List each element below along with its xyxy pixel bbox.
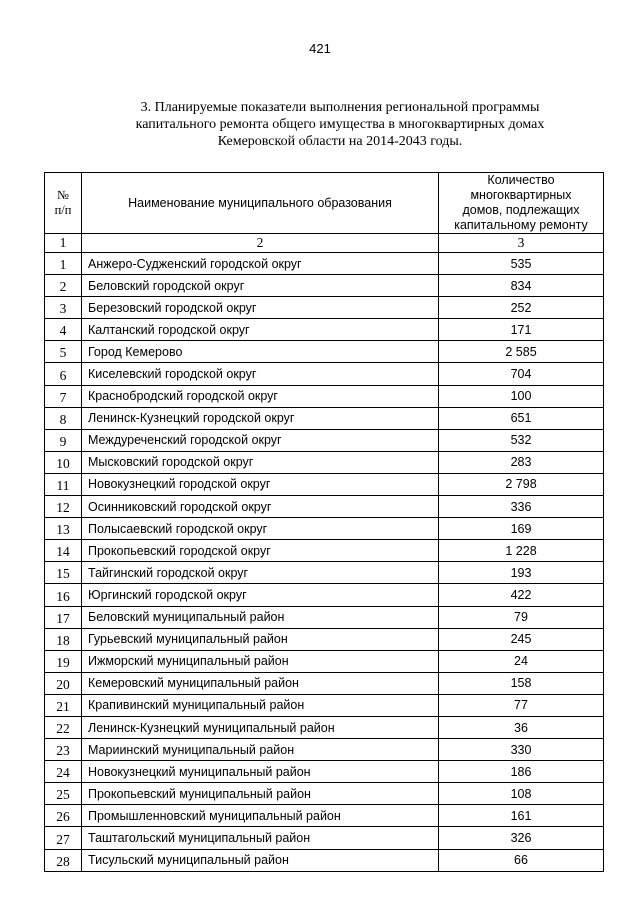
building-count: 283	[439, 451, 604, 473]
table-row	[45, 805, 604, 827]
table-row	[45, 319, 604, 341]
buildings-table	[44, 172, 604, 872]
building-count: 252	[439, 297, 604, 319]
municipality-name: Новокузнецкий муниципальный район	[82, 761, 439, 783]
row-number: 21	[45, 694, 82, 716]
column-number: 1	[45, 234, 82, 253]
page-number: 421	[309, 41, 331, 56]
building-count: 532	[439, 429, 604, 451]
municipality-name: Мысковский городской округ	[82, 451, 439, 473]
building-count: 422	[439, 584, 604, 606]
row-number: 1	[45, 253, 82, 275]
row-number: 5	[45, 341, 82, 363]
building-count: 535	[439, 253, 604, 275]
row-number: 6	[45, 363, 82, 385]
municipality-name: Ленинск-Кузнецкий муниципальный район	[82, 716, 439, 738]
building-count: 100	[439, 385, 604, 407]
building-count: 326	[439, 827, 604, 849]
table-row	[45, 518, 604, 540]
row-number: 15	[45, 562, 82, 584]
table-row	[45, 341, 604, 363]
table-row	[45, 496, 604, 518]
header-count: Количество многоквартирных домов, подлежащих капитальному ремонту	[439, 173, 604, 234]
building-count: 1 228	[439, 540, 604, 562]
building-count: 169	[439, 518, 604, 540]
building-count: 77	[439, 694, 604, 716]
table-row	[45, 275, 604, 297]
row-number: 4	[45, 319, 82, 341]
building-count: 834	[439, 275, 604, 297]
building-count: 66	[439, 849, 604, 871]
building-count: 651	[439, 407, 604, 429]
municipality-name: Тайгинский городской округ	[82, 562, 439, 584]
municipality-name: Тисульский муниципальный район	[82, 849, 439, 871]
municipality-name: Калтанский городской округ	[82, 319, 439, 341]
table-row	[45, 297, 604, 319]
table-row	[45, 694, 604, 716]
municipality-name: Междуреченский городской округ	[82, 429, 439, 451]
heading-line: 3. Планируемые показатели выполнения региональной программы	[140, 100, 540, 115]
building-count: 193	[439, 562, 604, 584]
table-row	[45, 562, 604, 584]
municipality-name: Краснобродский городской округ	[82, 385, 439, 407]
header-number: № п/п	[45, 173, 82, 234]
row-number: 14	[45, 540, 82, 562]
table-row	[45, 385, 604, 407]
row-number: 2	[45, 275, 82, 297]
row-number: 16	[45, 584, 82, 606]
table-row	[45, 827, 604, 849]
municipality-name: Ижморский муниципальный район	[82, 650, 439, 672]
municipality-name: Крапивинский муниципальный район	[82, 694, 439, 716]
row-number: 10	[45, 451, 82, 473]
municipality-name: Полысаевский городской округ	[82, 518, 439, 540]
municipality-name: Гурьевский муниципальный район	[82, 628, 439, 650]
building-count: 79	[439, 606, 604, 628]
building-count: 158	[439, 672, 604, 694]
table-row	[45, 407, 604, 429]
row-number: 24	[45, 761, 82, 783]
row-number: 23	[45, 739, 82, 761]
row-number: 12	[45, 496, 82, 518]
table-row	[45, 783, 604, 805]
municipality-name: Прокопьевский городской округ	[82, 540, 439, 562]
building-count: 704	[439, 363, 604, 385]
table-heading	[100, 99, 580, 150]
row-number: 20	[45, 672, 82, 694]
table-row	[45, 650, 604, 672]
row-number: 3	[45, 297, 82, 319]
table-row	[45, 584, 604, 606]
table-row	[45, 473, 604, 495]
building-count: 108	[439, 783, 604, 805]
municipality-name: Юргинский городской округ	[82, 584, 439, 606]
header-municipality: Наименование муниципального образования	[82, 173, 439, 234]
municipality-name: Кемеровский муниципальный район	[82, 672, 439, 694]
municipality-name: Мариинский муниципальный район	[82, 739, 439, 761]
row-number: 25	[45, 783, 82, 805]
building-count: 186	[439, 761, 604, 783]
table-row	[45, 253, 604, 275]
municipality-name: Осинниковский городской округ	[82, 496, 439, 518]
table-row	[45, 429, 604, 451]
table-row	[45, 849, 604, 871]
table-header-row	[45, 173, 604, 234]
municipality-name: Беловский городской округ	[82, 275, 439, 297]
building-count: 2 798	[439, 473, 604, 495]
table-row	[45, 451, 604, 473]
municipality-name: Киселевский городской округ	[82, 363, 439, 385]
table-row	[45, 628, 604, 650]
municipality-name: Город Кемерово	[82, 341, 439, 363]
municipality-name: Новокузнецкий городской округ	[82, 473, 439, 495]
table-row	[45, 716, 604, 738]
row-number: 8	[45, 407, 82, 429]
row-number: 9	[45, 429, 82, 451]
table-row	[45, 606, 604, 628]
heading-line: капитального ремонта общего имущества в многоквартирных домах	[135, 117, 545, 132]
municipality-name: Таштагольский муниципальный район	[82, 827, 439, 849]
table-row	[45, 363, 604, 385]
row-number: 28	[45, 849, 82, 871]
heading-line: Кемеровской области на 2014-2043 годы.	[217, 134, 463, 149]
row-number: 13	[45, 518, 82, 540]
municipality-name: Березовский городской округ	[82, 297, 439, 319]
table-row	[45, 672, 604, 694]
municipality-name: Прокопьевский муниципальный район	[82, 783, 439, 805]
row-number: 11	[45, 473, 82, 495]
building-count: 36	[439, 716, 604, 738]
building-count: 2 585	[439, 341, 604, 363]
row-number: 18	[45, 628, 82, 650]
row-number: 19	[45, 650, 82, 672]
row-number: 17	[45, 606, 82, 628]
column-number-row	[45, 234, 604, 253]
municipality-name: Промышленновский муниципальный район	[82, 805, 439, 827]
table-row	[45, 739, 604, 761]
row-number: 26	[45, 805, 82, 827]
building-count: 245	[439, 628, 604, 650]
municipality-name: Беловский муниципальный район	[82, 606, 439, 628]
building-count: 24	[439, 650, 604, 672]
table-row	[45, 540, 604, 562]
column-number: 2	[82, 234, 439, 253]
building-count: 171	[439, 319, 604, 341]
column-number: 3	[439, 234, 604, 253]
row-number: 22	[45, 716, 82, 738]
row-number: 27	[45, 827, 82, 849]
municipality-name: Ленинск-Кузнецкий городской округ	[82, 407, 439, 429]
table-body	[45, 253, 604, 872]
building-count: 336	[439, 496, 604, 518]
table-row	[45, 761, 604, 783]
building-count: 330	[439, 739, 604, 761]
municipality-name: Анжеро-Судженский городской округ	[82, 253, 439, 275]
building-count: 161	[439, 805, 604, 827]
row-number: 7	[45, 385, 82, 407]
